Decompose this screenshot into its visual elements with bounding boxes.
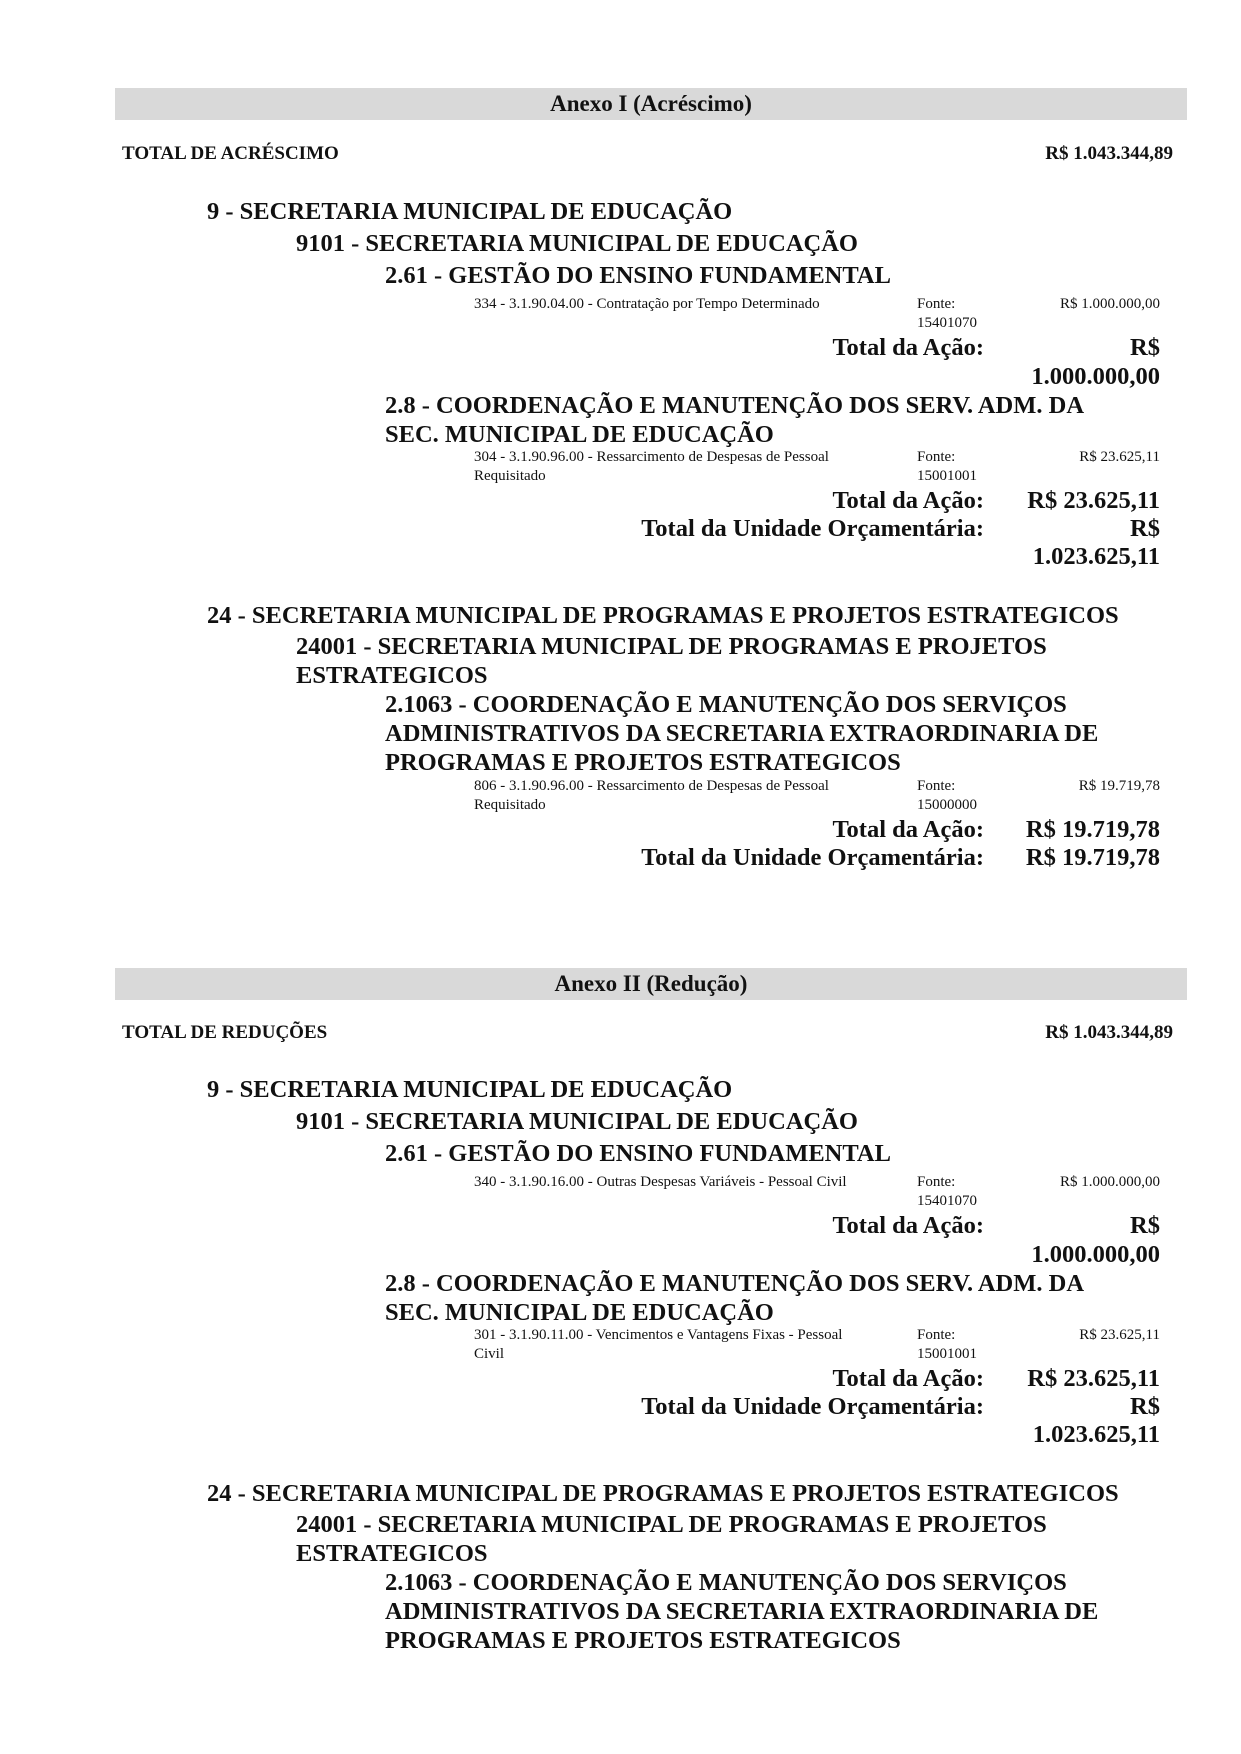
item-fonte-label: Fonte:: [917, 296, 956, 312]
annex-title: Anexo I (Acréscimo): [550, 91, 752, 116]
total-acao-amount: 1.000.000,00: [1031, 1241, 1160, 1268]
total-uo-label: Total da Unidade Orçamentária:: [641, 515, 984, 542]
item-fonte-label: Fonte:: [917, 449, 956, 465]
acao-heading: 2.8 - COORDENAÇÃO E MANUTENÇÃO DOS SERV. ADM. DA: [385, 1270, 1085, 1297]
annex-title-bar: [115, 968, 1187, 1000]
acao-heading-cont: PROGRAMAS E PROJETOS ESTRATEGICOS: [385, 1627, 901, 1654]
item-description-cont: Requisitado: [474, 797, 546, 813]
total-value: R$ 1.043.344,89: [1045, 143, 1173, 164]
item-fonte-label: Fonte:: [917, 778, 956, 794]
unidade-heading-cont: ESTRATEGICOS: [296, 662, 488, 689]
total-acao-label: Total da Ação:: [832, 1212, 984, 1239]
total-acao-value: R$ 19.719,78: [1025, 816, 1160, 843]
item-description: 334 - 3.1.90.04.00 - Contratação por Tempo Determinado: [474, 296, 820, 312]
total-acao-currency: R$: [1130, 1212, 1160, 1239]
total-acao-amount: 1.000.000,00: [1031, 363, 1160, 390]
item-fonte-label: Fonte:: [917, 1327, 956, 1343]
total-label: TOTAL DE REDUÇÕES: [122, 1022, 328, 1043]
total-acao-label: Total da Ação:: [832, 1365, 984, 1392]
acao-heading: 2.8 - COORDENAÇÃO E MANUTENÇÃO DOS SERV. ADM. DA: [385, 392, 1085, 419]
unidade-heading: 24001 - SECRETARIA MUNICIPAL DE PROGRAMAS E PROJETOS: [296, 1511, 1047, 1538]
item-fonte-label: Fonte:: [917, 1174, 956, 1190]
item-value: R$ 23.625,11: [1079, 449, 1160, 465]
item-fonte-code: 15401070: [917, 315, 977, 331]
item-fonte-code: 15001001: [917, 468, 977, 484]
acao-heading: 2.61 - GESTÃO DO ENSINO FUNDAMENTAL: [385, 262, 891, 289]
item-fonte-code: 15401070: [917, 1193, 977, 1209]
item-description: 304 - 3.1.90.96.00 - Ressarcimento de Despesas de Pessoal: [474, 449, 829, 465]
acao-heading-cont: SEC. MUNICIPAL DE EDUCAÇÃO: [385, 421, 774, 448]
total-uo-label: Total da Unidade Orçamentária:: [641, 844, 984, 871]
item-description: 340 - 3.1.90.16.00 - Outras Despesas Variáveis - Pessoal Civil: [474, 1174, 847, 1190]
total-uo-label: Total da Unidade Orçamentária:: [641, 1393, 984, 1420]
unidade-heading: 24001 - SECRETARIA MUNICIPAL DE PROGRAMAS E PROJETOS: [296, 633, 1047, 660]
total-uo-amount: 1.023.625,11: [1032, 543, 1160, 570]
acao-heading: 2.1063 - COORDENAÇÃO E MANUTENÇÃO DOS SERVIÇOS: [385, 1569, 1067, 1596]
total-uo-currency: R$: [1130, 515, 1160, 542]
item-value: R$ 1.000.000,00: [1059, 296, 1160, 312]
total-uo-currency: R$: [1130, 1393, 1160, 1420]
total-acao-currency: R$: [1130, 334, 1160, 361]
total-acao-value: R$ 23.625,11: [1027, 1365, 1160, 1392]
acao-heading-cont: SEC. MUNICIPAL DE EDUCAÇÃO: [385, 1299, 774, 1326]
total-uo-value: R$ 19.719,78: [1025, 844, 1160, 871]
unidade-heading-cont: ESTRATEGICOS: [296, 1540, 488, 1567]
total-acao-label: Total da Ação:: [832, 816, 984, 843]
item-value: R$ 19.719,78: [1078, 778, 1160, 794]
orgao-heading: 24 - SECRETARIA MUNICIPAL DE PROGRAMAS E PROJETOS ESTRATEGICOS: [207, 602, 1119, 629]
item-fonte-code: 15000000: [917, 797, 977, 813]
total-label: TOTAL DE ACRÉSCIMO: [122, 143, 339, 164]
acao-heading: 2.61 - GESTÃO DO ENSINO FUNDAMENTAL: [385, 1140, 891, 1167]
item-value: R$ 1.000.000,00: [1059, 1174, 1160, 1190]
item-value: R$ 23.625,11: [1079, 1327, 1160, 1343]
item-description-cont: Civil: [474, 1346, 505, 1362]
orgao-heading: 24 - SECRETARIA MUNICIPAL DE PROGRAMAS E PROJETOS ESTRATEGICOS: [207, 1480, 1119, 1507]
unidade-heading: 9101 - SECRETARIA MUNICIPAL DE EDUCAÇÃO: [296, 230, 858, 257]
annex-title-bar: [115, 88, 1187, 120]
total-uo-amount: 1.023.625,11: [1032, 1421, 1160, 1448]
orgao-heading: 9 - SECRETARIA MUNICIPAL DE EDUCAÇÃO: [207, 1076, 733, 1103]
acao-heading: 2.1063 - COORDENAÇÃO E MANUTENÇÃO DOS SERVIÇOS: [385, 691, 1067, 718]
orgao-heading: 9 - SECRETARIA MUNICIPAL DE EDUCAÇÃO: [207, 198, 733, 225]
item-description: 806 - 3.1.90.96.00 - Ressarcimento de Despesas de Pessoal: [474, 778, 829, 794]
total-value: R$ 1.043.344,89: [1045, 1022, 1173, 1043]
acao-heading-cont: ADMINISTRATIVOS DA SECRETARIA EXTRAORDINARIA DE: [385, 1598, 1099, 1625]
acao-heading-cont: PROGRAMAS E PROJETOS ESTRATEGICOS: [385, 749, 901, 776]
acao-heading-cont: ADMINISTRATIVOS DA SECRETARIA EXTRAORDINARIA DE: [385, 720, 1099, 747]
item-description-cont: Requisitado: [474, 468, 546, 484]
item-fonte-code: 15001001: [917, 1346, 977, 1362]
item-description: 301 - 3.1.90.11.00 - Vencimentos e Vantagens Fixas - Pessoal: [474, 1327, 843, 1343]
annex-title: Anexo II (Redução): [554, 971, 748, 996]
total-acao-value: R$ 23.625,11: [1027, 487, 1160, 514]
unidade-heading: 9101 - SECRETARIA MUNICIPAL DE EDUCAÇÃO: [296, 1108, 858, 1135]
total-acao-label: Total da Ação:: [832, 487, 984, 514]
total-acao-label: Total da Ação:: [832, 334, 984, 361]
